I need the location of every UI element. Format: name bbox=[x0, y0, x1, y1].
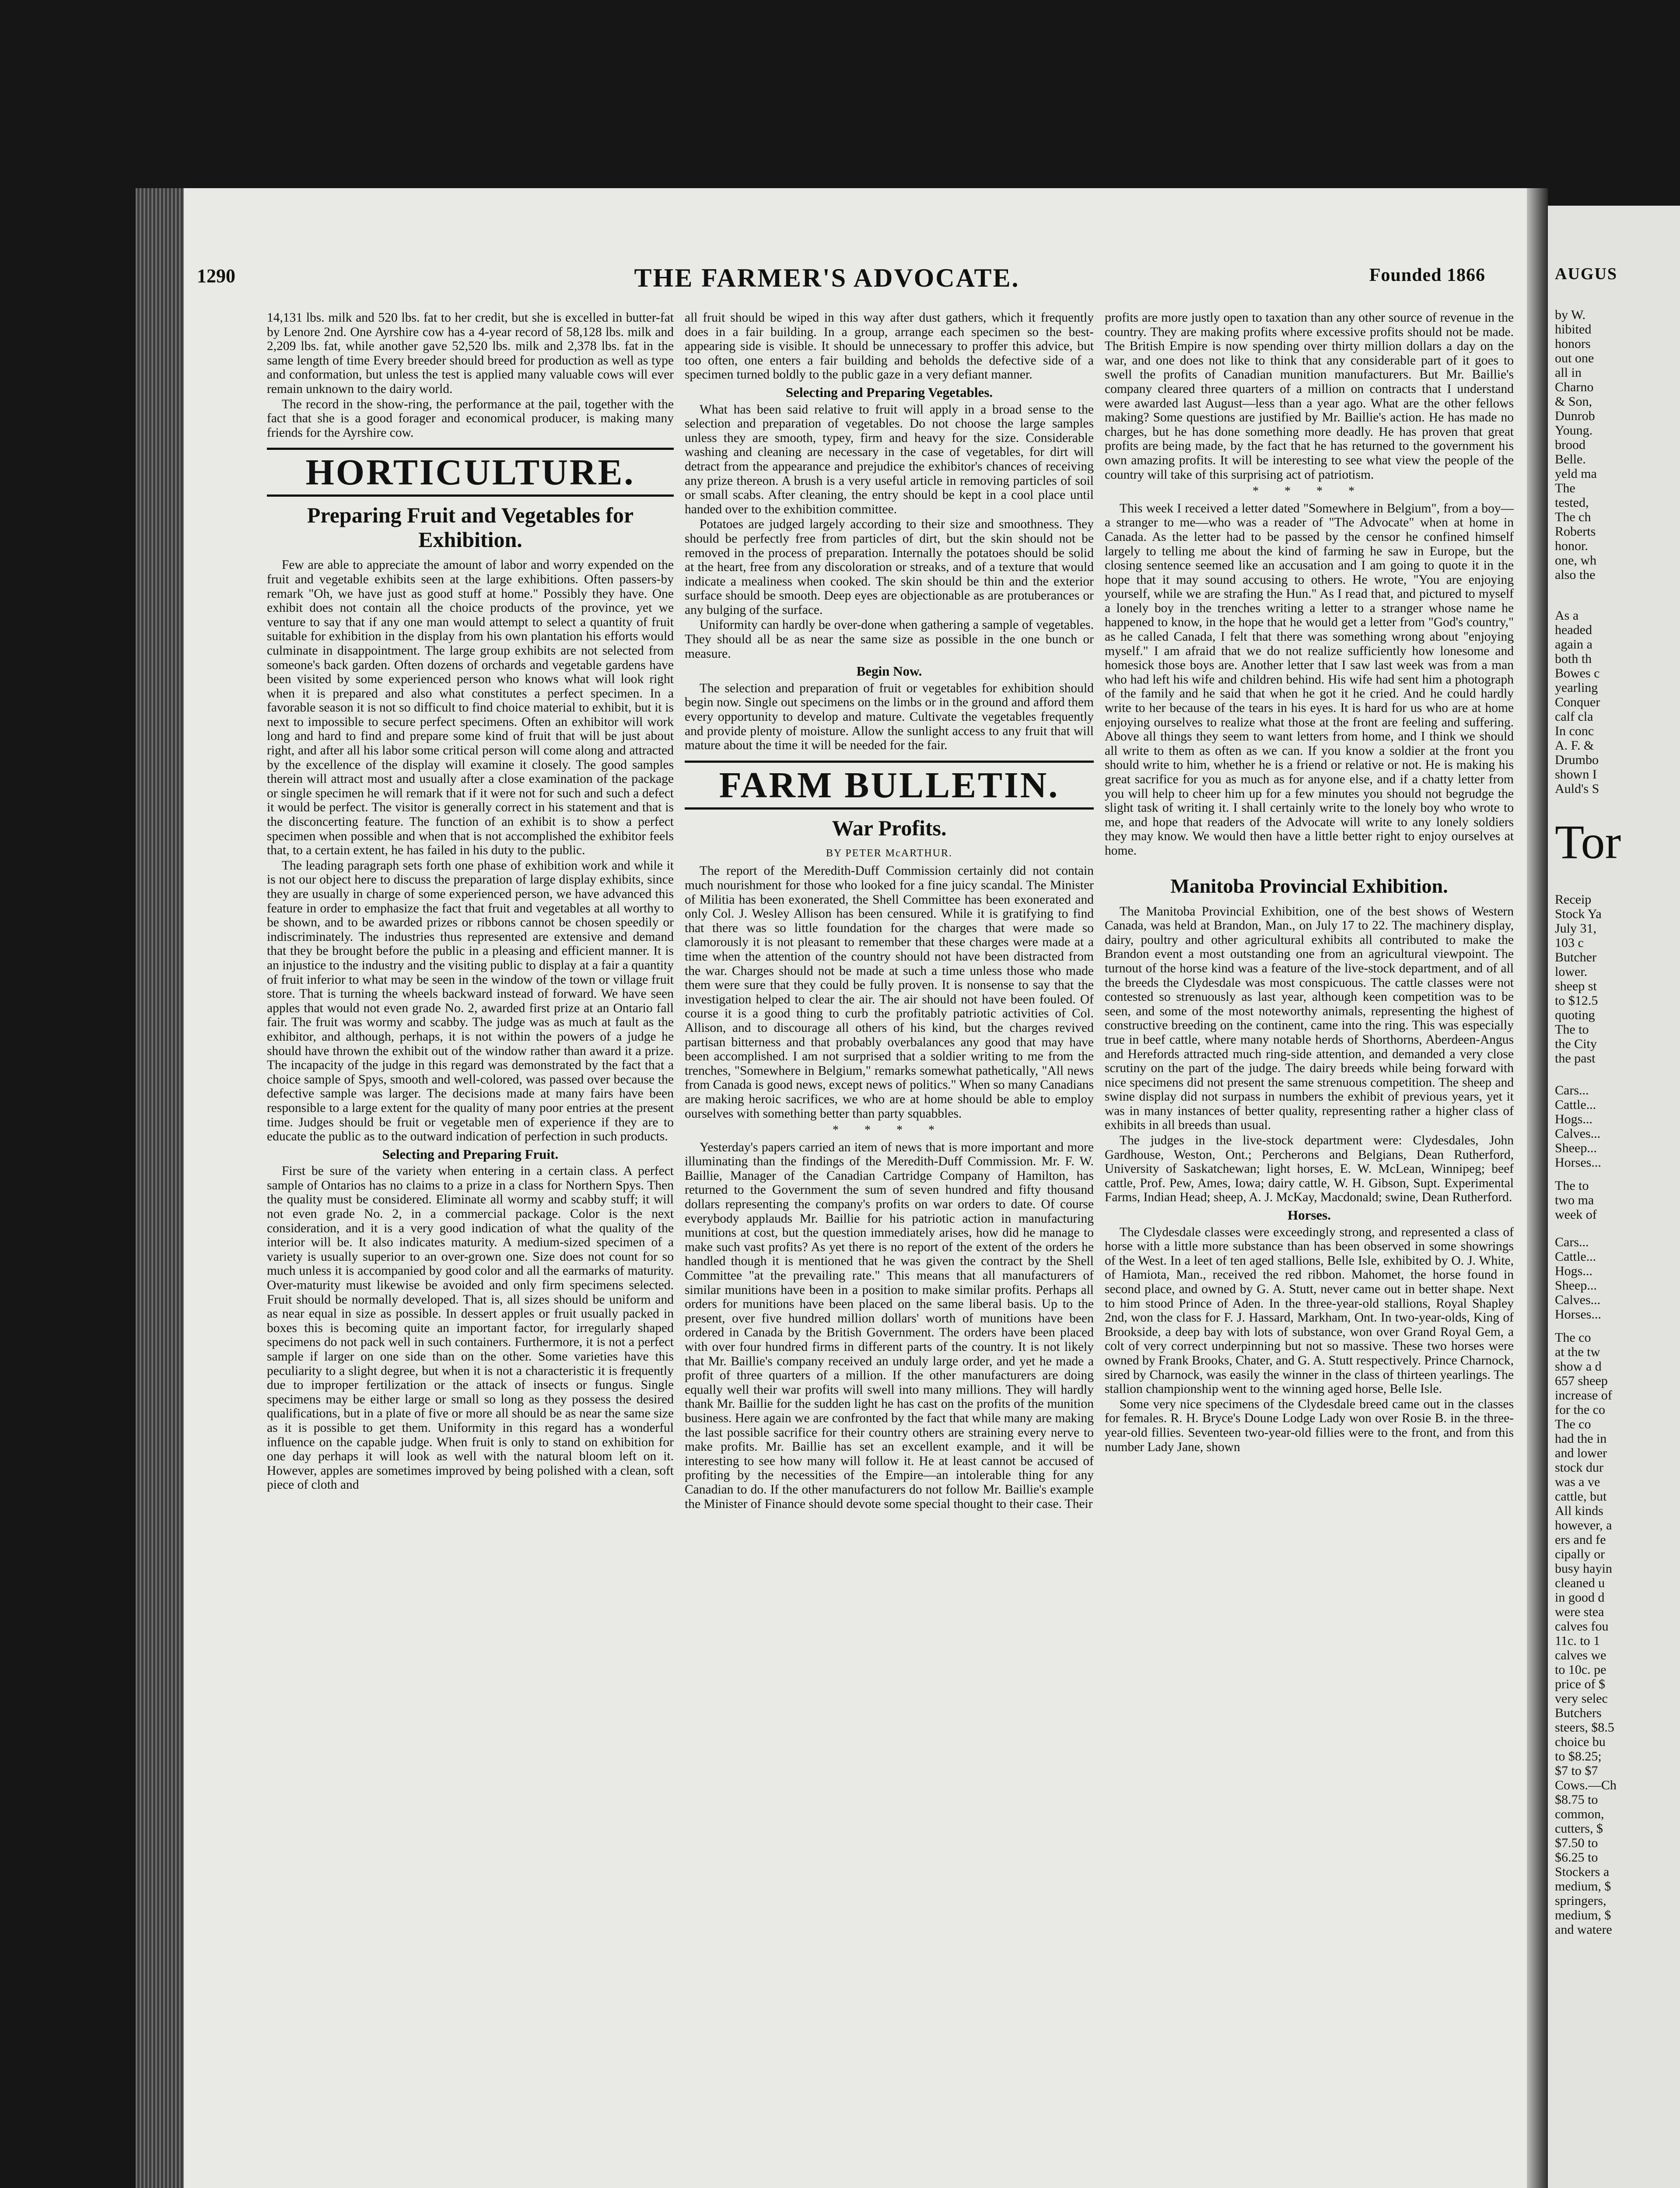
adjacent-line: cleaned u bbox=[1555, 1576, 1605, 1590]
adjacent-line: Cattle... bbox=[1555, 1098, 1596, 1112]
adjacent-line: were stea bbox=[1555, 1605, 1604, 1619]
adjacent-line: Cattle... bbox=[1555, 1249, 1596, 1264]
adjacent-line: Charno bbox=[1555, 380, 1594, 394]
adjacent-line: July 31, bbox=[1555, 921, 1597, 936]
adjacent-line: The bbox=[1555, 481, 1575, 495]
adjacent-line: Horses... bbox=[1555, 1155, 1601, 1170]
paragraph: Few are able to appreciate the amount of labor and worry expended on the fruit and vegetable exhibits seen at the large exhibitions. Often passers-by remark "Oh, we have just as good stuff at home." Possibly they have. One exhibit does not contain all the choice products of the province, yet we venture to say that if any one man would attempt to select a quantity of fruit suitable for exhibition in the display from his own plantation his efforts would culminate in disappointment. The large group exhibits are not selected from someone's back garden. Often dozens of orchards and vegetable gardens have been visited by some experienced person who knows what will look right when it is prepared and also what constitutes a perfect specimen. In a favorable season it is not so difficult to find choice material to exhibit, but it is next to impossible to secure perfect specimens. Often an exhibitor will work long and hard to find and prepare some kind of fruit that will be just about right, and after all his labor some critical person will come along and attracted by the excellence of the display will examine it closely. The good samples therein will attract most and usually after a close examination of the package or single specimen he will remark that if it were not for such and such a defect it would be perfect. The visitor is generally correct in his statement and that is the disconcerting feature. The function of an exhibit is to show a perfect specimen when possible and when that is not accomplished the exhibitor feels that, to a certain extent, he has failed in his duty to the public. bbox=[267, 558, 674, 858]
adjacent-line: week of bbox=[1555, 1207, 1597, 1222]
adjacent-line: yeld ma bbox=[1555, 466, 1597, 481]
adjacent-line: calves fou bbox=[1555, 1619, 1609, 1634]
adjacent-line: Hogs... bbox=[1555, 1112, 1592, 1126]
adjacent-line: busy hayin bbox=[1555, 1561, 1612, 1576]
paragraph: all fruit should be wiped in this way after dust gathers, which it frequently does in a fair building. In a group, arrange each specimen so the best-appearing side is visible. It should be unnecessary to proffer this advice, but too often, one enters a fair building and beholds the defective side of a specimen turned boldly to the public gaze in a very defiant manner. bbox=[685, 311, 1094, 382]
adjacent-line: in good d bbox=[1555, 1590, 1605, 1605]
paragraph: 14,131 lbs. milk and 520 lbs. fat to her credit, but she is excelled in butter-fat by Lenore 2nd. One Ayrshire cow has a 4-year record of 58,128 lbs. milk and 2,209 lbs. fat, while another gave 52,520 lbs. milk and 2,378 lbs. fat in the same length of time Every breeder should breed for production as well as type and conformation, but unless the test is applied many valuable cows will ever remain unknown to the dairy world. bbox=[267, 311, 674, 396]
adjacent-lines-d bbox=[1555, 1178, 1680, 1222]
adjacent-lines-c bbox=[1555, 892, 1680, 1066]
section-banner-farm-bulletin: FARM BULLETIN. bbox=[685, 761, 1094, 810]
adjacent-line: headed bbox=[1555, 623, 1592, 637]
adjacent-line: A. F. & bbox=[1555, 738, 1594, 753]
adjacent-line: & Son, bbox=[1555, 394, 1592, 409]
section-divider-stars: * * * * bbox=[833, 1123, 946, 1137]
paragraph: Potatoes are judged largely according to their size and smoothness. They should be perfectly free from particles of dirt, but the skin should not be removed in the process of preparation. Internally the potatoes should be solid at the heart, free from any discoloration or streaks, and of a texture that would indicate a mealiness when cooked. The skin should be thin and the exterior surface should be smooth. Deep eyes are objectionable as are protuberances or any bulging of the surface. bbox=[685, 517, 1094, 617]
adjacent-line: tested, bbox=[1555, 495, 1589, 510]
adjacent-line: Drumbo bbox=[1555, 753, 1599, 767]
adjacent-line: Butcher bbox=[1555, 950, 1596, 964]
adjacent-line: steers, $8.5 bbox=[1555, 1720, 1614, 1735]
adjacent-table-2 bbox=[1555, 1235, 1680, 1322]
adjacent-line: As a bbox=[1555, 608, 1579, 623]
paragraph: This week I received a letter dated "Somewhere in Belgium", from a boy—a stranger to me—who was a reader of "The Advocate" when at home in Canada. As the letter had to be passed by the censor he confined himself largely to telling me about the kind of farming he saw in Europe, but the closing sentence seemed like an accusation and I am going to quote it in the hope that it may sound accusing to others. He wrote, "You are enjoying yourself, while we are strafing the Hun." As I read that, and pictured to myself a lonely boy in the trenches writing a letter to a stranger whose name he happened to know, in the hope that he would get a letter from "God's country," as he called Canada, I felt that there was something wrong about "enjoying myself." I am afraid that we do not realize sufficiently how lonesome and homesick those boys are. Another letter that I saw last week was from a man who had left his wife and children behind. His wife had sent him a photograph of the family and he said that when he got it he cried. And he could hardly write to her because of the tears in his eyes. It is hard for us who are at home enjoying ourselves to realize what those at the front are feeling and suffering. Above all things they seem to want letters from home, and I think we should all write to them as often as we can. If you know a soldier at the front you should write to him, whether he is a friend or relative or not. He is making his great sacrifice for you as much as for anyone else, and if a chatty letter from you will help to cheer him up for a few minutes you should not begrudge the slight task of writing it. I shall certainly write to the lonely boy who wrote to me, and hope that readers of the Advocate will write to any lonely soldiers they may know. We would then have a little better right to enjoy ourselves at home. bbox=[1105, 501, 1514, 858]
column-2 bbox=[685, 311, 1094, 1512]
adjacent-table-1 bbox=[1555, 1083, 1680, 1170]
adjacent-line: Dunrob bbox=[1555, 409, 1595, 423]
adjacent-line: to $8.25; bbox=[1555, 1749, 1602, 1764]
paragraph: Some very nice specimens of the Clydesdale breed came out in the classes for females. R. H. Bryce's Doune Lodge Lady won over Rosie B. in the three-year-old fillies. Seventeen two-year-old fillies were to the front, and from this number Lady Jane, shown bbox=[1105, 1397, 1514, 1454]
adjacent-lines-e bbox=[1555, 1330, 1680, 1937]
adjacent-line: for the co bbox=[1555, 1403, 1605, 1417]
adjacent-line: Calves... bbox=[1555, 1293, 1601, 1307]
adjacent-line: quoting bbox=[1555, 1008, 1595, 1022]
paragraph: The Manitoba Provincial Exhibition, one of the best shows of Western Canada, was held at Brandon, Man., on July 17 to 22. The machinery display, dairy, poultry and other agricultural exhibits all contributed to make the Brandon event a most outstanding one from an agricultural viewpoint. The turnout of the horse kind was a feature of the live-stock department, and of all the breeds the Clydesdale was most conspicuous. The cattle classes were not contested so strenuously as last year, although keen competition was to be seen, and some of the most noteworthy animals, representing the highest of constructive breeding on the continent, came into the ring. This was especially true in beef cattle, where many notable herds of Shorthorns, Aberdeen-Angus and Herefords attracted much ring-side attention, and demanded a very close scrutiny on the part of the judge. The dairy breeds while being forward with nice specimens did not present the same strenuous competition. The sheep and swine display did not surpass in numbers the exhibit of previous years, yet it was in many instances of better quality, representing rather a higher class of exhibits in all breeds than usual. bbox=[1105, 904, 1514, 1133]
adjacent-line: cattle, but bbox=[1555, 1489, 1607, 1504]
adjacent-line: brood bbox=[1555, 438, 1586, 452]
adjacent-line: Conquer bbox=[1555, 695, 1600, 709]
adjacent-big-heading: Tor bbox=[1555, 815, 1621, 869]
adjacent-line: Cows.—Ch bbox=[1555, 1778, 1617, 1792]
adjacent-line: cutters, $ bbox=[1555, 1821, 1603, 1836]
paragraph: What has been said relative to fruit will apply in a broad sense to the selection and preparation of vegetables. Do not choose the large samples unless they are smooth, typey, firm and heavy for the size. Considerable washing and cleaning are necessary in the case of vegetables, for dirt will detract from the appearance and prejudice the exhibitor's chances of receiving any prize thereon. A brush is a very useful article in removing particles of soil or small scabs. After cleaning, the entry should be kept in a cool place until handed over to the exhibition committee. bbox=[685, 402, 1094, 516]
adjacent-line: stock dur bbox=[1555, 1460, 1603, 1475]
adjacent-line: The co bbox=[1555, 1417, 1591, 1431]
adjacent-line: The co bbox=[1555, 1330, 1591, 1345]
adjacent-line: shown I bbox=[1555, 767, 1597, 782]
adjacent-line: Calves... bbox=[1555, 1126, 1601, 1141]
adjacent-lines-a bbox=[1555, 308, 1680, 582]
paragraph: First be sure of the variety when entering in a certain class. A perfect sample of Ontarios has no claims to a prize in a class for Northern Spys. Then the quality must be considered. Eliminate all wormy and scabby stuff; it will not even grade No. 2, in a commercial package. Color is the next consideration, and it is a very good indication of what the quality of the interior will be. It also indicates maturity. A medium-sized specimen of a variety is usually superior to an over-grown one. Size does not count for so much unless it is accompanied by good color and all the earmarks of maturity. Over-maturity must likewise be avoided and only firm specimens selected. Fruit should be normally developed. That is, all sizes should be uniform and as near equal in size as possible. In dessert apples or fruit usually packed in boxes this is becoming quite an important factor, for irregularly shaped specimens do not pack well in such containers. Furthermore, it is not a perfect sample if larger on one side than on the other. Some varieties have this peculiarity to a slight degree, but when it is not a characteristic it is frequently due to improper fertilization or the attack of insects or fungus. Single specimens may be either large or small so long as they possess the desired qualifications, but in a plate of five or more all should be as near the same size as it is possible to get them. Uniformity in this regard has a wonderful influence on the capable judge. When fruit is only to stand on exhibition for one day perhaps it will look as well with the natural bloom left on it. However, apples are sometimes improved by being polished with a clean, soft piece of cloth and bbox=[267, 1164, 674, 1492]
adjacent-line: calves we bbox=[1555, 1648, 1606, 1662]
adjacent-page-header: AUGUS bbox=[1555, 265, 1618, 283]
adjacent-line: Horses... bbox=[1555, 1307, 1601, 1322]
adjacent-line: Bowes c bbox=[1555, 666, 1600, 680]
adjacent-line: 657 sheep bbox=[1555, 1374, 1608, 1388]
paragraph: The record in the show-ring, the performance at the pail, together with the fact that she is a good forager and economical producer, is making many friends for the Ayrshire cow. bbox=[267, 397, 674, 440]
adjacent-line: Sheep... bbox=[1555, 1141, 1597, 1155]
section-banner-horticulture: HORTICULTURE. bbox=[267, 448, 674, 497]
adjacent-line: however, a bbox=[1555, 1518, 1612, 1532]
article-title: Preparing Fruit and Vegetables for Exhibition. bbox=[307, 503, 634, 552]
running-head bbox=[197, 265, 1485, 291]
paragraph: The leading paragraph sets forth one phase of exhibition work and while it is not our object here to discuss the preparation of large display exhibits, since they are usually in charge of some experienced person, we have advanced this feature in order to emphasize the fact that fruit and vegetables at all worthy to be shown, and to be awarded prizes or ribbons cannot be chosen speedily or indiscriminately. The industries thus represented are extensive and demand that they be brought before the public in a pleasing and efficient manner. It is an injustice to the industry and the visiting public to display at a fair a quantity of fruit inferior to what may be seen in the window of the town or village fruit store. That is turning the wheels backward instead of forward. We have seen apples that would not even grade No. 2, awarded first prize at an Ontario fall fair. The fruit was wormy and scabby. The judge was as much at fault as the exhibitor, and although, perhaps, it is not within the powers of a judge he should have thrown the exhibit out of the window rather than award it a prize. The incapacity of the judge in this regard was demonstrated by the fact that a choice sample of Spys, smooth and well-colored, was passed over because the defective sample was larger. The decisions made at many fairs have been responsible to a large extent for the quality of many poor entries at the present time. Judges should be fruit or vegetable men of experience if they are to educate the public as to the outward indication of perfection in such products. bbox=[267, 858, 674, 1144]
adjacent-line: two ma bbox=[1555, 1193, 1594, 1207]
book-gutter bbox=[1527, 188, 1548, 2188]
subheading: Selecting and Preparing Fruit. bbox=[382, 1146, 559, 1162]
adjacent-line: choice bu bbox=[1555, 1735, 1606, 1749]
adjacent-line: Auld's S bbox=[1555, 782, 1600, 796]
adjacent-line: to $12.5 bbox=[1555, 993, 1598, 1008]
adjacent-line: out one bbox=[1555, 351, 1594, 365]
adjacent-line: honors bbox=[1555, 337, 1591, 351]
adjacent-line: show a d bbox=[1555, 1359, 1602, 1374]
adjacent-line: The to bbox=[1555, 1022, 1589, 1037]
adjacent-line: medium, $ bbox=[1555, 1908, 1611, 1922]
adjacent-line: and lower bbox=[1555, 1446, 1607, 1460]
adjacent-line: ers and fe bbox=[1555, 1532, 1606, 1547]
adjacent-line: one, wh bbox=[1555, 553, 1596, 568]
adjacent-line: very selec bbox=[1555, 1691, 1608, 1706]
adjacent-line: common, bbox=[1555, 1807, 1604, 1821]
adjacent-line: the past bbox=[1555, 1051, 1596, 1066]
adjacent-line: Cars... bbox=[1555, 1083, 1589, 1098]
adjacent-line: the City bbox=[1555, 1037, 1597, 1051]
adjacent-line: sheep st bbox=[1555, 979, 1597, 993]
adjacent-line: by W. bbox=[1555, 308, 1586, 322]
adjacent-line: Sheep... bbox=[1555, 1278, 1597, 1293]
column-3 bbox=[1105, 311, 1514, 1455]
newspaper-page bbox=[184, 188, 1527, 2188]
adjacent-line: 11c. to 1 bbox=[1555, 1634, 1600, 1648]
adjacent-line: both th bbox=[1555, 652, 1592, 666]
founded-date: Founded 1866 bbox=[1369, 265, 1485, 285]
adjacent-line: Butchers bbox=[1555, 1706, 1602, 1720]
adjacent-line: cipally or bbox=[1555, 1547, 1605, 1561]
adjacent-line: springers, bbox=[1555, 1893, 1606, 1908]
adjacent-page-fragment bbox=[1548, 206, 1680, 2188]
adjacent-line: The to bbox=[1555, 1178, 1589, 1193]
adjacent-line: Receip bbox=[1555, 892, 1592, 907]
adjacent-line: 103 c bbox=[1555, 936, 1584, 950]
adjacent-line: The ch bbox=[1555, 510, 1591, 524]
adjacent-line: Stockers a bbox=[1555, 1865, 1610, 1879]
paragraph: The Clydesdale classes were exceedingly strong, and represented a class of horse with a little more substance than has been observed in some showrings of the West. In a leet of ten aged stallions, Belle Isle, exhibited by O. J. White, of Hamiota, Man., received the red ribbon. Mahomet, the horse found in second place, and owned by G. A. Stutt, never came out in better shape. Next to him stood Prince of Aden. In the three-year-old stallions, Royal Shapley 2nd, won the class for F. J. Hassard, Markham, Ont. In two-year-olds, King of Brookside, a deep bay with lots of substance, won over Grand Royal Gem, a colt of very correct underpinning but not so massive. These two horses were owned by Frank Brooks, Chater, and G. A. Stutt respectively. Prince Charnock, sired by Charnock, was easily the winner in the class of thirteen yearlings. The stallion championship went to the winning aged horse, Belle Isle. bbox=[1105, 1225, 1514, 1396]
article-title: War Profits. bbox=[832, 815, 947, 840]
adjacent-line: and watere bbox=[1555, 1922, 1612, 1937]
subheading: Selecting and Preparing Vegetables. bbox=[785, 384, 993, 400]
paragraph: The judges in the live-stock department were: Clydesdales, John Gardhouse, Weston, Ont.; Percherons and Belgians, Dean Rutherford, University of Saskatchewan; light horses, E. W. McLean, Winnipeg; beef cattle, Prof. Pew, Ames, Iowa; dairy cattle, W. H. Gibson, Supt. Experimental Farms, Indian Head; sheep, A. J. McKay, Macdonald; swine, Dean Rutherford. bbox=[1105, 1133, 1514, 1205]
adjacent-line: yearling bbox=[1555, 680, 1598, 695]
adjacent-line: All kinds bbox=[1555, 1504, 1603, 1518]
adjacent-line: also the bbox=[1555, 568, 1596, 582]
adjacent-line: Hogs... bbox=[1555, 1264, 1592, 1278]
adjacent-line: had the in bbox=[1555, 1431, 1607, 1446]
adjacent-line: Belle. bbox=[1555, 452, 1586, 466]
adjacent-line: honor. bbox=[1555, 539, 1588, 553]
adjacent-line: Roberts bbox=[1555, 524, 1596, 539]
adjacent-page-text bbox=[1555, 267, 1680, 1937]
journal-title: THE FARMER'S ADVOCATE. bbox=[634, 263, 1020, 292]
section-divider-stars: * * * * bbox=[1253, 484, 1366, 498]
paragraph: profits are more justly open to taxation than any other source of revenue in the country. They are making profits where excessive profits should not be made. The British Empire is now spending over thirty million dollars a day on the war, and one does not like to think that any considerable part of it goes to swell the profits of Canadian munition manufacturers. But Mr. Baillie's company cleared three quarters of a million on contracts that I understand were awarded last August—less than a year ago. What are the other fellows making? Some questions are justified by Mr. Baillie's action. He has made no charges, but he has done something more deadly. He has proven that great profits are being made, by the fact that he has returned to the government his own amazing profits. It will be interesting to see what view the people of the country will take of this surprising act of patriotism. bbox=[1105, 311, 1514, 482]
adjacent-line: medium, $ bbox=[1555, 1879, 1611, 1893]
adjacent-line: again a bbox=[1555, 637, 1592, 652]
adjacent-line: In conc bbox=[1555, 724, 1594, 738]
adjacent-line: $7 to $7 bbox=[1555, 1764, 1598, 1778]
adjacent-line: $7.50 to bbox=[1555, 1836, 1598, 1850]
adjacent-line: calf cla bbox=[1555, 709, 1593, 724]
byline: BY PETER McARTHUR. bbox=[826, 847, 952, 859]
adjacent-line: Cars... bbox=[1555, 1235, 1589, 1249]
paragraph: The report of the Meredith-Duff Commission certainly did not contain much nourishment for those who looked for a fine juicy scandal. The Minister of Militia has been exonerated, the Shell Committee has been exonerated and only Col. J. Wesley Allison has been censured. While it is gratifying to find that there was so little foundation for the charges that were made so clamorously it is not pleasant to remember that these charges were made at a time when the attention of the country should not have been distracted from the war. Charges should not be made at such a time unless those who made them were sure that they could be fully proven. It is nonsense to say that the investigation helped to clear the air. The air should not have been fouled. Of course it is a good thing to curb the profitably patriotic activities of Col. Allison, and to discourage all others of his kind, but the charges revived partisan bitterness and that probably overbalances any good that may have been accomplished. I am not surprised that a soldier writing to me from the trenches, "Somewhere in Belgium," remarks somewhat pathetically, "All news from Canada is good news, except news of politics." When so many Canadians are making heroic sacrifices, we who are at home should be able to employ ourselves with something better than party squabbles. bbox=[685, 864, 1094, 1121]
page-number: 1290 bbox=[197, 265, 235, 287]
adjacent-line: Stock Ya bbox=[1555, 907, 1602, 921]
paragraph: Yesterday's papers carried an item of news that is more important and more illuminating than the findings of the Meredith-Duff Commission. Mr. F. W. Baillie, Manager of the Canadian Cartridge Company of Hamilton, has returned to the Government the sum of seven hundred and fifty thousand dollars representing the company's profits on war orders to date. Of course everybody applauds Mr. Baillie for his patriotic action in manufacturing munitions at cost, but the question immediately arises, how did he manage to make such vast profits? As yet there is no report of the extent of the orders he handled though it is mentioned that he was given the contract by the Shell Committee "at the prevailing rate." This means that all manufacturers of similar munitions have been in a position to make similar profits. Perhaps all orders for munitions have been placed on the same liberal basis. Up to the present, over five hundred million dollars' worth of munitions have been ordered in Canada by the British Government. The orders have been placed with over four hundred firms in different parts of the country. It is not likely that Mr. Baillie's company received an unduly large order, and yet he made a profit of three quarters of a million. If the other manufacturers are doing equally well their war profits will swell into many millions. They will hardly thank Mr. Baillie for the sudden light he has cast on the profits of the munition business. Here again we are confronted by the fact that while many are making the last possible sacrifice for their country others are straining every nerve to make profits. Mr. Baillie has set an excellent example, and it will be interesting to see how many will follow it. He at least cannot be accused of profiting by the necessities of the Empire—an intolerable thing for any Canadian to do. If the other manufacturers do not follow Mr. Baillie's example the Minister of Finance should devote some special thought to their case. Their bbox=[685, 1140, 1094, 1511]
paragraph: Uniformity can hardly be over-done when gathering a sample of vegetables. They should all be as near the same size as possible in the one bunch or measure. bbox=[685, 618, 1094, 661]
book-page-edges bbox=[136, 188, 184, 2188]
adjacent-line: price of $ bbox=[1555, 1677, 1605, 1691]
paragraph: The selection and preparation of fruit or vegetables for exhibition should begin now. Single out specimens on the limbs or in the ground and afford them every opportunity to develop and mature. Cultivate the vegetables frequently and provide plenty of moisture. Allow the sunlight access to any fruit that will mature about the time it will be needed for the fair. bbox=[685, 681, 1094, 753]
adjacent-line: was a ve bbox=[1555, 1475, 1600, 1489]
adjacent-line: hibited bbox=[1555, 322, 1592, 337]
adjacent-line: $8.75 to bbox=[1555, 1792, 1598, 1807]
adjacent-line: all in bbox=[1555, 365, 1582, 380]
adjacent-line: Young. bbox=[1555, 423, 1593, 438]
column-1 bbox=[267, 311, 674, 1493]
article-title: Manitoba Provincial Exhibition. bbox=[1170, 874, 1448, 897]
subheading: Begin Now. bbox=[856, 663, 922, 679]
adjacent-line: $6.25 to bbox=[1555, 1850, 1598, 1865]
adjacent-lines-b bbox=[1555, 608, 1680, 796]
adjacent-line: increase of bbox=[1555, 1388, 1612, 1403]
subheading: Horses. bbox=[1287, 1207, 1331, 1223]
adjacent-line: to 10c. pe bbox=[1555, 1662, 1606, 1677]
adjacent-line: lower. bbox=[1555, 964, 1588, 979]
adjacent-line: at the tw bbox=[1555, 1345, 1600, 1359]
